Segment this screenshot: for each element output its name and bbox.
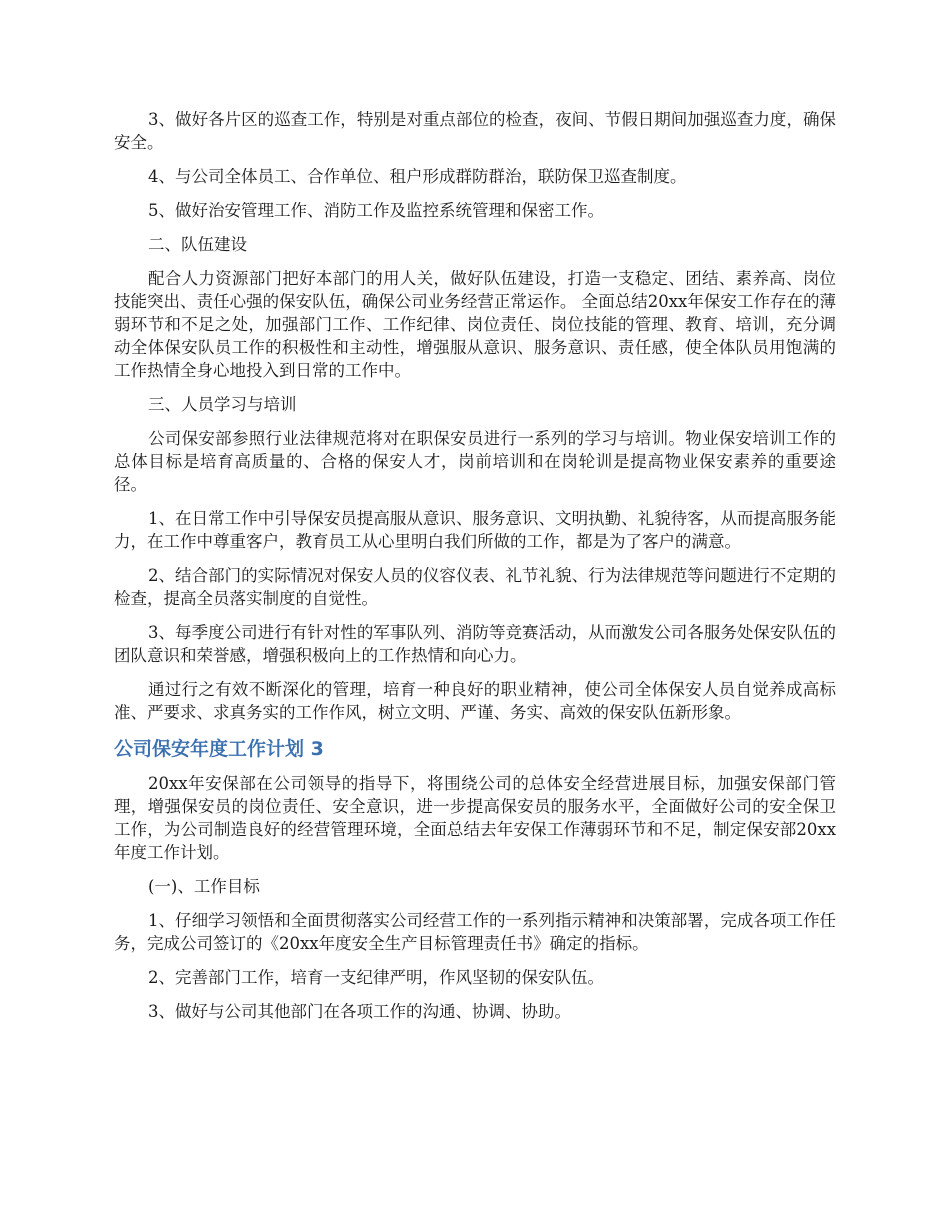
section-title-training: 三、人员学习与培训 <box>148 395 297 414</box>
paragraph-goal-1: 1、仔细学习领悟和全面贯彻落实公司经营工作的一系列指示精神和决策部署，完成各项工作任务，完成公司签订的《20xx年度安全生产目标管理责任书》确定的指标。 <box>114 911 836 953</box>
paragraph-joint-defense: 4、与公司全体员工、合作单位、租户形成群防群治，联防保卫巡查制度。 <box>148 167 687 186</box>
paragraph-training-intro: 公司保安部参照行业法律规范将对在职保安员进行一系列的学习与培训。物业保安培训工作的总体目标是培育高质量的、合格的保安人才，岗前培训和在岗轮训是提高物业保安素养的重要途径。 <box>114 429 836 494</box>
paragraph-training-item-1: 1、在日常工作中引导保安员提高服从意识、服务意识、文明执勤、礼貌待客，从而提高服务能力，在工作中尊重客户，教育员工从心里明白我们所做的工作，都是为了客户的满意。 <box>114 509 836 551</box>
document-body <box>114 108 836 1034</box>
section-title-work-goals: (一)、工作目标 <box>148 877 260 896</box>
paragraph-training-item-2: 2、结合部门的实际情况对保安人员的仪容仪表、礼节礼貌、行为法律规范等问题进行不定期的检查，提高全员落实制度的自觉性。 <box>114 566 836 608</box>
paragraph-plan-3-intro: 20xx年安保部在公司领导的指导下，将围绕公司的总体安全经营进展目标，加强安保部门管理，增强保安员的岗位责任、安全意识，进一步提高保安员的服务水平，全面做好公司的安全保卫工作，为公司制造良好的经营管理环境，全面总结去年安保工作薄弱环节和不足，制定保安部20xx年度工作计划。 <box>114 774 836 862</box>
plan-3-heading: 公司保安年度工作计划 3 <box>114 738 324 760</box>
paragraph-training-item-3: 3、每季度公司进行有针对性的军事队列、消防等竞赛活动，从而激发公司各服务处保安队伍的团队意识和荣誉感，增强积极向上的工作热情和向心力。 <box>114 623 836 665</box>
paragraph-security-management: 5、做好治安管理工作、消防工作及监控系统管理和保密工作。 <box>148 201 604 220</box>
paragraph-patrol: 3、做好各片区的巡查工作，特别是对重点部位的检查，夜间、节假日期间加强巡查力度，确保安全。 <box>114 110 836 152</box>
paragraph-conclusion: 通过行之有效不断深化的管理，培育一种良好的职业精神，使公司全体保安人员自觉养成高标准、严要求、求真务实的工作作风，树立文明、严谨、务实、高效的保安队伍新形象。 <box>114 680 836 722</box>
paragraph-goal-3: 3、做好与公司其他部门在各项工作的沟通、协调、协助。 <box>148 1002 571 1021</box>
section-title-team-building: 二、队伍建设 <box>148 235 247 254</box>
paragraph-goal-2: 2、完善部门工作，培育一支纪律严明，作风坚韧的保安队伍。 <box>148 968 604 987</box>
paragraph-team-building: 配合人力资源部门把好本部门的用人关，做好队伍建设，打造一支稳定、团结、素养高、岗位技能突出、责任心强的保安队伍，确保公司业务经营正常运作。 全面总结20xx年保安工作存在的薄弱环节和不足之处，加强部门工作、工作纪律、岗位责任、岗位技能的管理、教育、培训，充分调动全体保安队员工作的积极性和主动性，增强服从意识、服务意识、责任感，使全体队员用饱满的工作热情全身心地投入到日常的工作中。 <box>114 269 836 380</box>
